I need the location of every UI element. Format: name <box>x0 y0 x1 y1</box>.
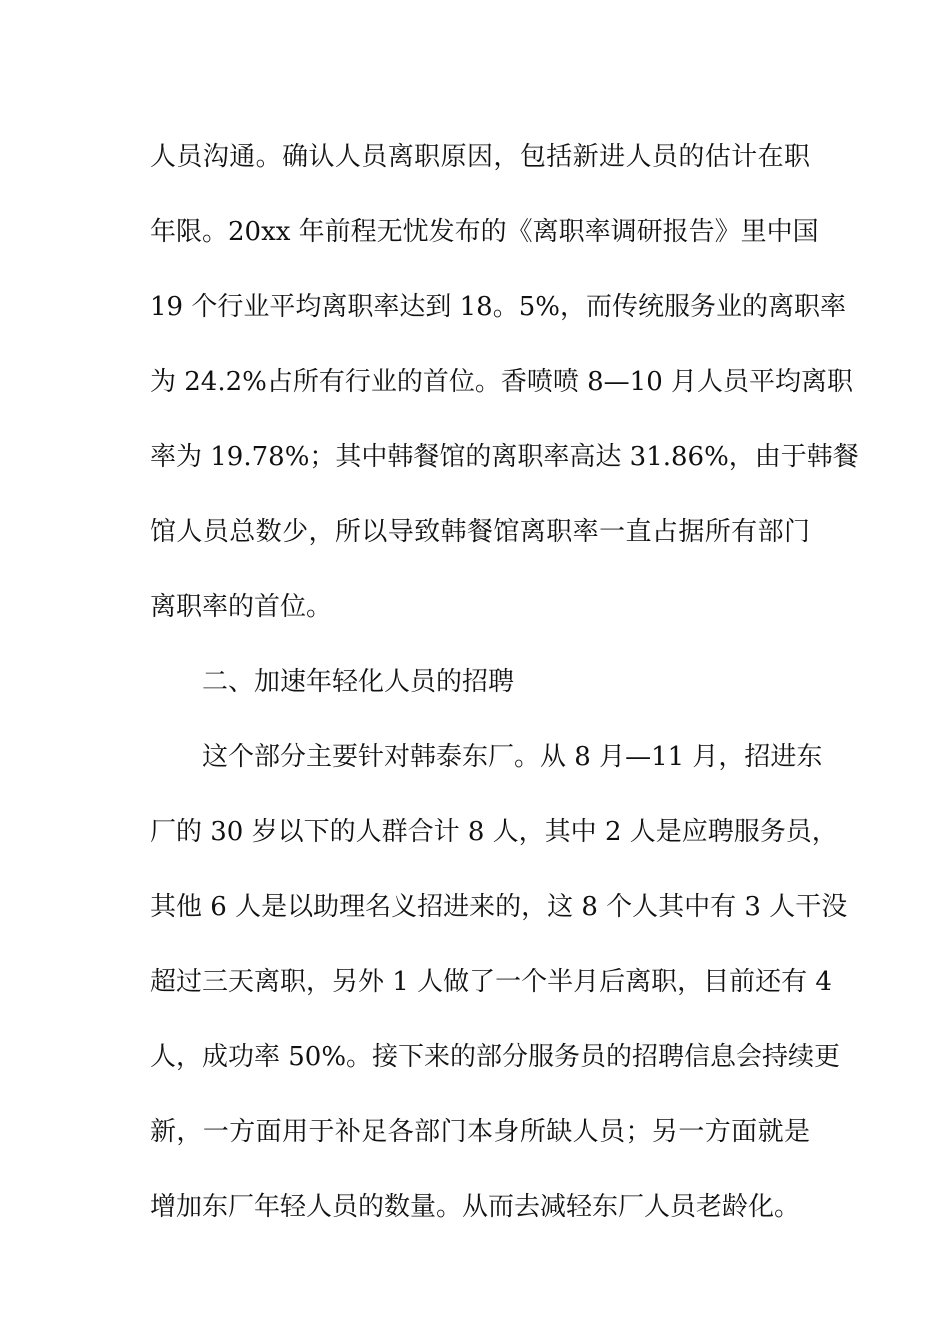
paragraph-line: 人员沟通。确认人员离职原因，包括新进人员的估计在职 <box>150 142 810 172</box>
paragraph-line: 人，成功率 50%。接下来的部分服务员的招聘信息会持续更 <box>150 1042 841 1072</box>
paragraph-line: 增加东厂年轻人员的数量。从而去减轻东厂人员老龄化。 <box>150 1192 801 1222</box>
document-page <box>150 120 859 1245</box>
section-heading: 二、加速年轻化人员的招聘 <box>202 667 515 697</box>
paragraph-line: 其他 6 人是以助理名义招进来的，这 8 个人其中有 3 人干没 <box>150 892 848 922</box>
paragraph-line: 这个部分主要针对韩泰东厂。从 8 月—11 月，招进东 <box>202 742 823 772</box>
paragraph-line: 年限。20xx 年前程无忧发布的《离职率调研报告》里中国 <box>150 217 819 247</box>
paragraph-line: 率为 19.78%；其中韩餐馆的离职率高达 31.86%，由于韩餐 <box>150 442 859 472</box>
paragraph-line: 离职率的首位。 <box>150 592 333 622</box>
paragraph-line: 新，一方面用于补足各部门本身所缺人员；另一方面就是 <box>150 1117 810 1147</box>
paragraph-line: 19 个行业平均离职率达到 18。5%，而传统服务业的离职率 <box>150 292 846 322</box>
paragraph-line: 厂的 30 岁以下的人群合计 8 人，其中 2 人是应聘服务员， <box>150 817 838 847</box>
paragraph-line: 为 24.2%占所有行业的首位。香喷喷 8—10 月人员平均离职 <box>150 367 854 397</box>
paragraph-line: 馆人员总数少，所以导致韩餐馆离职率一直占据所有部门 <box>150 517 810 547</box>
paragraph-line: 超过三天离职，另外 1 人做了一个半月后离职，目前还有 4 <box>150 967 832 997</box>
